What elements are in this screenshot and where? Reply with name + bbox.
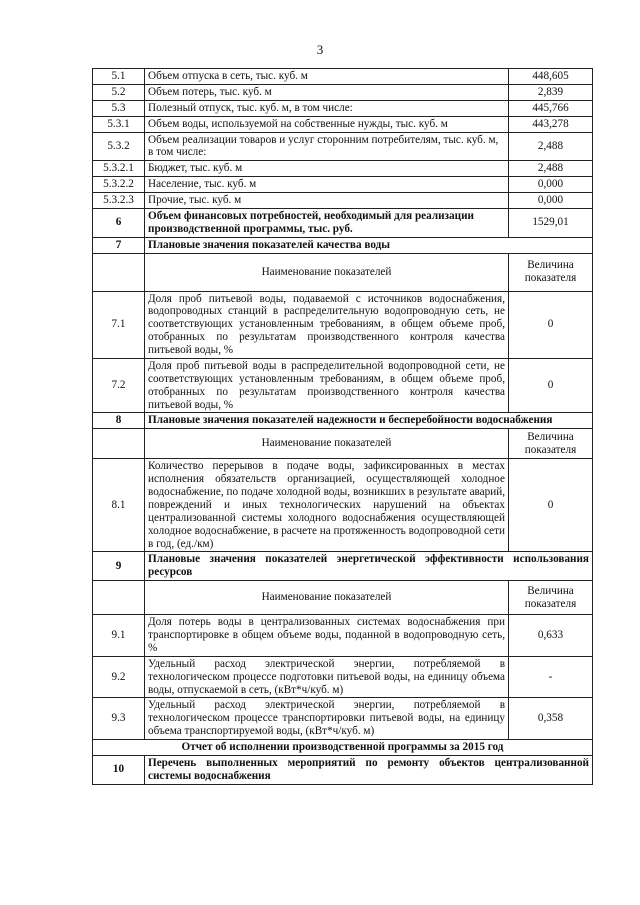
row-number: 9.3	[93, 698, 145, 740]
row-value: 448,605	[509, 69, 593, 85]
row-text: Бюджет, тыс. куб. м	[145, 161, 509, 177]
table-row	[93, 755, 593, 784]
row-value: 443,278	[509, 116, 593, 132]
row-text: Количество перерывов в подаче воды, зафиксированных в местах исполнения обязательств организацией, осуществляющей холодное водоснабжение, по подаче холодной воды, возникших в результате аварий, повреждений и иных технологических нарушений на объектах централизованной системы холодного водоснабжения осуществляющей холодное водоснабжение, в расчете на протяженность водопроводной сети в год, (ед./км)	[145, 459, 509, 552]
row-value: -	[509, 656, 593, 698]
table-row	[93, 615, 593, 657]
table-row	[93, 161, 593, 177]
section-heading	[93, 413, 593, 429]
row-number: 6	[93, 208, 145, 237]
row-number: 7.2	[93, 358, 145, 413]
row-text: Объем реализации товаров и услуг сторонним потребителям, тыс. куб. м, в том числе:	[145, 132, 509, 161]
row-number: 5.1	[93, 69, 145, 85]
row-number: 9.2	[93, 656, 145, 698]
section-heading	[93, 552, 593, 581]
row-text: Объем потерь, тыс. куб. м	[145, 84, 509, 100]
row-text: Объем отпуска в сеть, тыс. куб. м	[145, 69, 509, 85]
table-row	[93, 291, 593, 358]
row-number: 9.1	[93, 615, 145, 657]
financial-needs-row	[93, 208, 593, 237]
row-number: 5.3.2.3	[93, 193, 145, 209]
row-value: 2,488	[509, 132, 593, 161]
empty-cell	[93, 581, 145, 615]
empty-cell	[93, 429, 145, 459]
header-name: Наименование показателей	[145, 581, 509, 615]
table-row	[93, 459, 593, 552]
section-header-row	[93, 581, 593, 615]
section-title: Плановые значения показателей энергетической эффективности использования ресурсов	[145, 552, 593, 581]
row-value: 0,633	[509, 615, 593, 657]
row-text: Перечень выполненных мероприятий по ремонту объектов централизованной системы водоснабжения	[145, 755, 593, 784]
header-value: Величина показателя	[509, 581, 593, 615]
row-text: Население, тыс. куб. м	[145, 177, 509, 193]
table-row	[93, 656, 593, 698]
table-row	[93, 698, 593, 740]
row-text: Полезный отпуск, тыс. куб. м, в том числе:	[145, 100, 509, 116]
header-value: Величина показателя	[509, 429, 593, 459]
row-number: 7.1	[93, 291, 145, 358]
row-number: 5.3.1	[93, 116, 145, 132]
row-value: 0	[509, 291, 593, 358]
row-text: Доля проб питьевой воды, подаваемой с источников водоснабжения, водопроводных станций в распределительную водопроводную сеть, не соответствующих установленным требованиям, в общем объеме проб, отобранных по результатам производственного контроля качества питьевой воды, %	[145, 291, 509, 358]
table-row	[93, 177, 593, 193]
empty-cell	[93, 253, 145, 291]
row-text: Прочие, тыс. куб. м	[145, 193, 509, 209]
row-value: 445,766	[509, 100, 593, 116]
section-header-row	[93, 429, 593, 459]
section-header-row	[93, 253, 593, 291]
row-text: Доля проб питьевой воды в распределительной водопроводной сети, не соответствующих установленным требованиям, в общем объеме проб, отобранных по результатам производственного контроля качества питьевой воды, %	[145, 358, 509, 413]
row-number: 5.3.2.2	[93, 177, 145, 193]
row-number: 5.2	[93, 84, 145, 100]
row-value: 0	[509, 459, 593, 552]
row-text: Удельный расход электрической энергии, потребляемой в технологическом процессе подготовки питьевой воды, на единицу объема воды, отпускаемой в сеть, (кВт*ч/куб. м)	[145, 656, 509, 698]
table-row	[93, 84, 593, 100]
section-number: 7	[93, 237, 145, 253]
section-number: 9	[93, 552, 145, 581]
section-title: Плановые значения показателей качества воды	[145, 237, 593, 253]
row-number: 5.3.2.1	[93, 161, 145, 177]
report-title: Отчет об исполнении производственной программы за 2015 год	[93, 740, 593, 756]
program-table	[92, 68, 593, 785]
row-value: 0,000	[509, 193, 593, 209]
header-name: Наименование показателей	[145, 253, 509, 291]
table-row	[93, 69, 593, 85]
row-value: 2,839	[509, 84, 593, 100]
header-value: Величина показателя	[509, 253, 593, 291]
row-number: 5.3	[93, 100, 145, 116]
section-title: Плановые значения показателей надежности и бесперебойности водоснабжения	[145, 413, 593, 429]
row-text: Доля потерь воды в централизованных системах водоснабжения при транспортировке в общем объеме воды, поданной в водопроводную сеть, %	[145, 615, 509, 657]
row-value: 2,488	[509, 161, 593, 177]
row-number: 10	[93, 755, 145, 784]
page-number: 3	[316, 42, 324, 57]
report-title-row	[93, 740, 593, 756]
header-name: Наименование показателей	[145, 429, 509, 459]
row-text: Объем воды, используемой на собственные нужды, тыс. куб. м	[145, 116, 509, 132]
row-value: 0,000	[509, 177, 593, 193]
row-value: 1529,01	[509, 208, 593, 237]
row-number: 5.3.2	[93, 132, 145, 161]
section-heading	[93, 237, 593, 253]
table-row	[93, 193, 593, 209]
row-number: 8.1	[93, 459, 145, 552]
row-text: Удельный расход электрической энергии, потребляемой в технологическом процессе транспортировки питьевой воды, на единицу объема транспортируемой воды, (кВт*ч/куб. м)	[145, 698, 509, 740]
row-text: Объем финансовых потребностей, необходимый для реализации производственной программы, тыс. руб.	[145, 208, 509, 237]
table-row	[93, 116, 593, 132]
row-value: 0,358	[509, 698, 593, 740]
table-row	[93, 358, 593, 413]
table-row	[93, 100, 593, 116]
row-value: 0	[509, 358, 593, 413]
section-number: 8	[93, 413, 145, 429]
table-row	[93, 132, 593, 161]
